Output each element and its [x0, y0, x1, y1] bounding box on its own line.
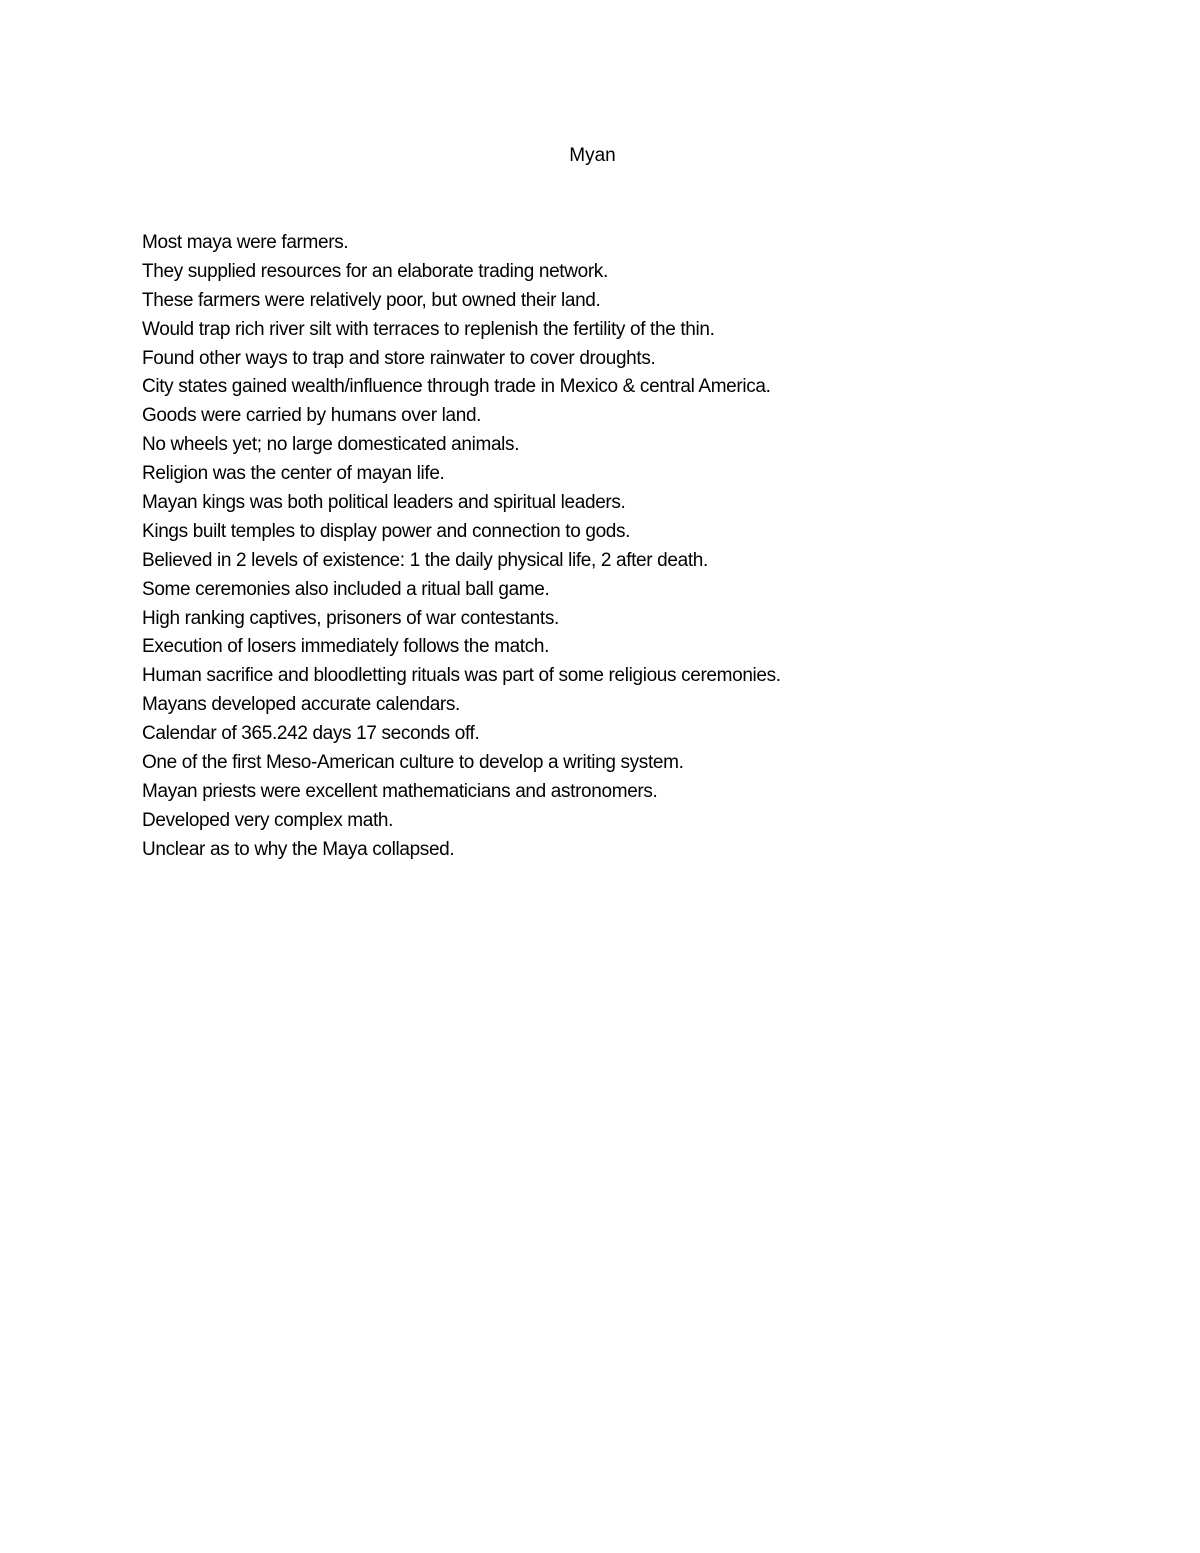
text-line: No wheels yet; no large domesticated animals.	[142, 434, 520, 456]
text-line: Unclear as to why the Maya collapsed.	[142, 838, 455, 860]
text-line: Calendar of 365.242 days 17 seconds off.	[142, 723, 480, 745]
text-line: These farmers were relatively poor, but owned their land.	[142, 289, 601, 311]
text-line: They supplied resources for an elaborate trading network.	[142, 260, 608, 282]
text-line: Some ceremonies also included a ritual ball game.	[142, 578, 550, 600]
text-line: Believed in 2 levels of existence: 1 the daily physical life, 2 after death.	[142, 549, 708, 571]
text-line: Most maya were farmers.	[142, 232, 349, 253]
text-line: City states gained wealth/influence through trade in Mexico & central America.	[142, 376, 771, 398]
text-line: One of the first Meso-American culture to develop a writing system.	[142, 752, 684, 774]
text-line: Religion was the center of mayan life.	[142, 463, 445, 485]
text-line: Would trap rich river silt with terraces to replenish the fertility of the thin.	[142, 318, 715, 340]
text-line: Mayans developed accurate calendars.	[142, 694, 460, 716]
text-line: Mayan priests were excellent mathematicians and astronomers.	[142, 780, 658, 802]
text-line: Developed very complex math.	[142, 809, 394, 831]
text-line: Mayan kings was both political leaders and spiritual leaders.	[142, 492, 626, 514]
text-line: Execution of losers immediately follows the match.	[142, 636, 550, 658]
document-body	[142, 229, 1042, 865]
text-line: Found other ways to trap and store rainwater to cover droughts.	[142, 347, 656, 369]
text-line: Human sacrifice and bloodletting rituals was part of some religious ceremonies.	[142, 665, 781, 687]
page-title: Myan	[569, 145, 616, 166]
text-line: Goods were carried by humans over land.	[142, 405, 482, 427]
text-line: High ranking captives, prisoners of war contestants.	[142, 607, 559, 629]
text-line: Kings built temples to display power and connection to gods.	[142, 520, 631, 542]
